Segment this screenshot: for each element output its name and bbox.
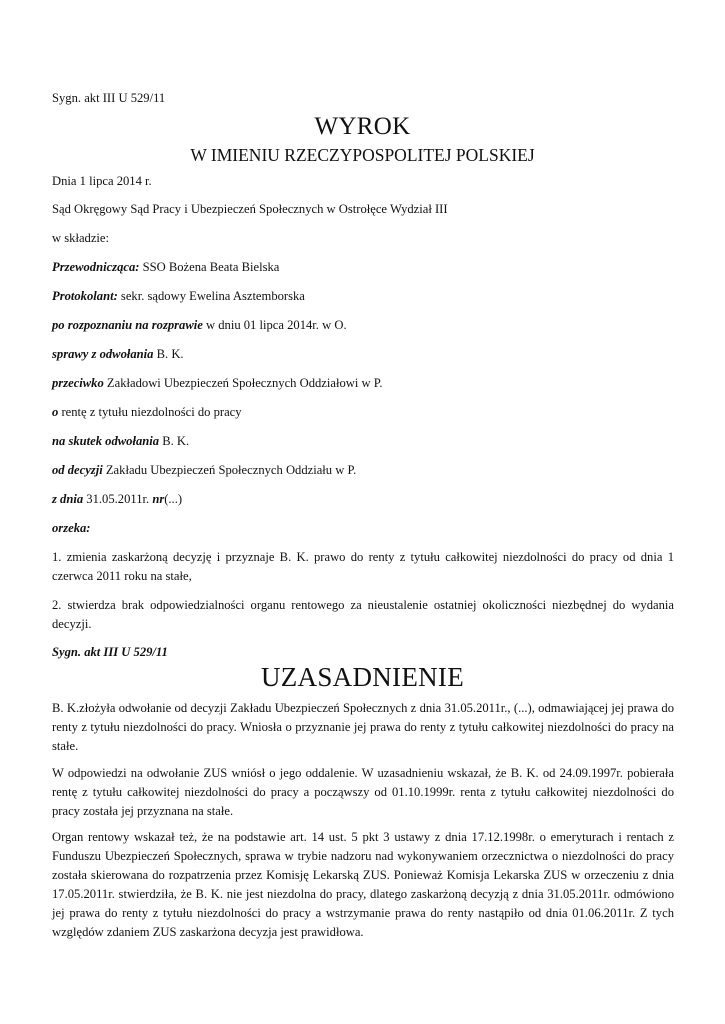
court-line: Sąd Okręgowy Sąd Pracy i Ubezpieczeń Społecznych w Ostrołęce Wydział III xyxy=(52,202,448,216)
date-value: 31.05.2011r. xyxy=(83,492,153,506)
document-subtitle: W IMIENIU RZECZYPOSPOLITEJ POLSKIEJ xyxy=(190,145,535,165)
chair-label: Przewodnicząca: xyxy=(52,260,140,274)
against-value: Zakładowi Ubezpieczeń Społecznych Oddziałowi w P. xyxy=(103,376,383,390)
date-label: z dnia xyxy=(52,492,84,506)
due-to-value: B. K. xyxy=(159,434,190,448)
composition-label: w składzie: xyxy=(52,231,110,245)
chair-value: SSO Bożena Beata Bielska xyxy=(139,260,280,274)
case-value: B. K. xyxy=(153,347,184,361)
chair-line xyxy=(52,258,674,277)
nr-value: (...) xyxy=(164,492,183,506)
justification-title: UZASADNIENIE xyxy=(260,662,465,692)
justification-paragraph-1: B. K.złożyła odwołanie od decyzji Zakładu Ubezpieczeń Społecznych z dnia 31.05.2011r., (...), odmawiającej jej prawa do renty z tytułu niezdolności do pracy. Wniosła o przyznanie jej prawa do renty z tytułu całkowitej niezdolności do pracy na stałe. xyxy=(52,701,674,753)
from-decision-line xyxy=(52,461,674,480)
from-decision-label: od decyzji xyxy=(52,463,103,477)
about-value: rentę z tytułu niezdolności do pracy xyxy=(58,405,242,419)
justification-paragraph-3: Organ rentowy wskazał też, że na podstawie art. 14 ust. 5 pkt 3 ustawy z dnia 17.12.1998r. o emeryturach i rentach z Funduszu Ubezpieczeń Społecznych, sprawa w trybie nadzoru nad wykonywaniem orzecznictwa o niezdolności do pracy została skierowana do rozpatrzenia przez Komisję Lekarską ZUS. Ponieważ Komisja Lekarska ZUS w orzeczeniu z dnia 17.05.2011r. stwierdziła, że B. K. nie jest niezdolna do pracy, dlatego zaskarżoną decyzją z dnia 31.05.2011r. odmówiono jej prawa do renty z tytułu niezdolności do pracy a wstrzymanie prawa do renty nastąpiło od dnia 01.06.2011r. Z tych względów zdaniem ZUS zaskarżona decyzja jest prawidłowa. xyxy=(52,830,674,939)
case-number: Sygn. akt III U 529/11 xyxy=(52,91,166,105)
date-line: Dnia 1 lipca 2014 r. xyxy=(52,174,152,188)
justification-case-number: Sygn. akt III U 529/11 xyxy=(52,645,168,659)
document-title: WYROK xyxy=(314,113,411,140)
hearing-line xyxy=(52,316,674,335)
hearing-label: po rozpoznaniu na rozprawie xyxy=(52,318,203,332)
clerk-label: Protokolant: xyxy=(52,289,118,303)
nr-label: nr xyxy=(152,492,165,506)
clerk-line xyxy=(52,287,674,306)
clerk-value: sekr. sądowy Ewelina Asztemborska xyxy=(117,289,305,303)
against-line xyxy=(52,374,674,393)
about-line xyxy=(52,403,674,422)
from-decision-value: Zakładu Ubezpieczeń Społecznych Oddziału w P. xyxy=(102,463,357,477)
ruling-item-1: 1. zmienia zaskarżoną decyzję i przyznaje B. K. prawo do renty z tytułu całkowitej niezdolności do pracy od dnia 1 czerwca 2011 roku na stałe, xyxy=(52,550,674,583)
hearing-value: w dniu 01 lipca 2014r. w O. xyxy=(202,318,347,332)
ruling-label: orzeka: xyxy=(52,521,91,535)
about-label: o xyxy=(52,405,59,419)
case-line xyxy=(52,345,674,364)
due-to-line xyxy=(52,432,674,451)
date-nr-line xyxy=(52,490,674,509)
case-label: sprawy z odwołania xyxy=(52,347,154,361)
due-to-label: na skutek odwołania xyxy=(52,434,160,448)
ruling-item-2: 2. stwierdza brak odpowiedzialności organu rentowego za nieustalenie ostatniej okoliczności niezbędnej do wydania decyzji. xyxy=(52,598,674,631)
justification-paragraph-2: W odpowiedzi na odwołanie ZUS wniósł o jego oddalenie. W uzasadnieniu wskazał, że B. K. od 24.09.1997r. pobierała rentę z tytułu całkowitej niezdolności do pracy a począwszy od 01.10.1999r. renta z tytułu całkowitej niezdolności do pracy została jej przyznana na stałe. xyxy=(52,766,674,818)
against-label: przeciwko xyxy=(52,376,104,390)
